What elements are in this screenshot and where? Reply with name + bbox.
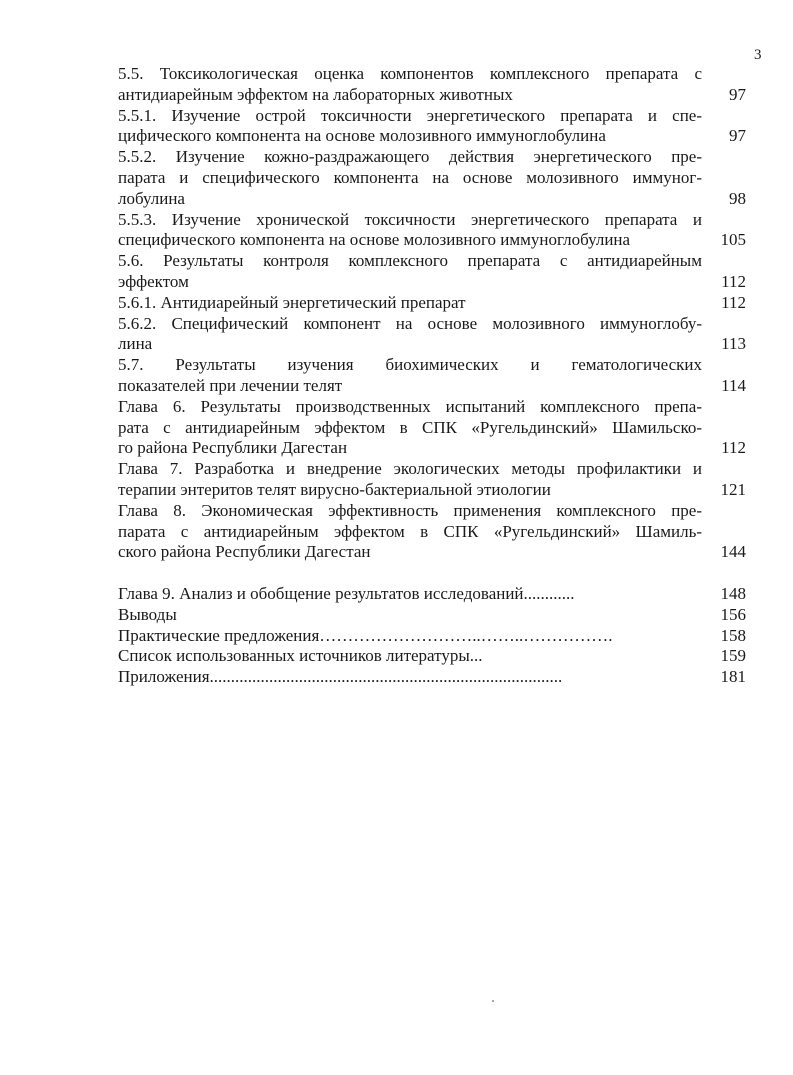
- toc-entry-page: 121: [720, 479, 746, 499]
- toc-entry: [118, 293, 746, 314]
- toc-entry-line: лобулина: [118, 188, 185, 208]
- toc-final-section: [118, 584, 746, 688]
- toc-entry-title: Список использованных источников литературы...: [118, 646, 483, 666]
- toc-entry: [118, 314, 746, 356]
- toc-entry-line: парата и специфического компонента на основе молозивного иммуног-: [118, 167, 702, 187]
- toc-entry-page: 97: [729, 126, 746, 146]
- toc-entry-title: [118, 314, 716, 356]
- toc-entry-line: лина: [118, 334, 153, 354]
- toc-entry-page: 112: [721, 271, 746, 291]
- toc-entry: [118, 64, 746, 106]
- toc-entry-page: 159: [720, 646, 746, 666]
- toc-entry-page: 158: [720, 625, 746, 645]
- toc-entry-page: 144: [720, 542, 746, 562]
- toc-entry-line: рата с антидиарейным эффектом в СПК «Ругельдинский» Шамильско-: [118, 417, 702, 437]
- toc-entry-title: [118, 293, 716, 314]
- toc-entry-page: 156: [720, 604, 746, 624]
- toc-entry-page: 113: [721, 334, 746, 354]
- scan-speck: [492, 1000, 494, 1002]
- toc-entry: [118, 147, 746, 209]
- toc-entry: [118, 397, 746, 459]
- toc-entry-title: [118, 501, 716, 563]
- toc-final-entry: [118, 584, 746, 605]
- toc-entry: [118, 459, 746, 501]
- toc-entry-line: ского района Республики Дагестан: [118, 542, 371, 562]
- toc-entry-title: [118, 106, 716, 148]
- toc-entry-line: Глава 6. Результаты производственных испытаний комплексного препа-: [118, 396, 702, 416]
- toc-entry-line: 5.5.2. Изучение кожно-раздражающего действия энергетического пре-: [118, 147, 702, 167]
- toc-entry-line: Глава 8. Экономическая эффективность применения комплексного пре-: [118, 500, 702, 520]
- toc-entry-title: [118, 397, 716, 459]
- toc-entry: [118, 210, 746, 252]
- toc-entry-line: 5.7. Результаты изучения биохимических и гематологических: [118, 355, 702, 375]
- toc-entry-line: 5.5. Токсикологическая оценка компонентов комплексного препарата с: [118, 64, 702, 83]
- toc-entry-title: [118, 64, 716, 106]
- section-gap: [118, 563, 746, 584]
- toc-final-entry: [118, 626, 746, 647]
- toc-entry-title: Практические предложения………………………..……..…………….: [118, 625, 613, 645]
- toc-entry-title: Приложения...................................................................................: [118, 667, 563, 687]
- toc-entry-title: [118, 355, 716, 397]
- toc-entry-line: показателей при лечении телят: [118, 375, 343, 395]
- toc-entry-line: 5.5.1. Изучение острой токсичности энергетического препарата и спе-: [118, 105, 702, 125]
- toc-entry: [118, 355, 746, 397]
- toc-entry-page: 181: [720, 667, 746, 687]
- toc-entry-line: антидиарейным эффектом на лабораторных животных: [118, 84, 513, 104]
- toc-entry: [118, 251, 746, 293]
- toc-entry-line: Глава 7. Разработка и внедрение экологических методы профилактики и: [118, 459, 702, 479]
- table-of-contents: [118, 64, 746, 688]
- toc-entry-page: 112: [721, 292, 746, 312]
- toc-entry-page: 112: [721, 438, 746, 458]
- toc-entry-page: 148: [720, 583, 746, 603]
- toc-entry-page: 105: [720, 230, 746, 250]
- toc-entry-line: парата с антидиарейным эффектом в СПК «Ругельдинский» Шамиль-: [118, 521, 702, 541]
- toc-entry-title: [118, 459, 716, 501]
- toc-entry-page: 97: [729, 84, 746, 104]
- toc-entry-line: 5.6.2. Специфический компонент на основе молозивного иммуноглобу-: [118, 313, 702, 333]
- toc-entry-page: 98: [729, 188, 746, 208]
- toc-entry-line: эффектом: [118, 271, 189, 291]
- toc-final-entry: [118, 667, 746, 688]
- toc-entry-line: специфического компонента на основе молозивного иммуноглобулина: [118, 230, 631, 250]
- toc-entry-page: 114: [721, 375, 746, 395]
- toc-final-entry: [118, 646, 746, 667]
- toc-entry-line: 5.6.1. Антидиарейный энергетический препарат: [118, 292, 466, 312]
- toc-main-section: [118, 64, 746, 563]
- toc-entry-line: го района Республики Дагестан: [118, 438, 348, 458]
- toc-entry-line: терапии энтеритов телят вирусно-бактериальной этиологии: [118, 479, 551, 499]
- toc-entry-title: [118, 147, 716, 209]
- toc-entry-title: [118, 210, 716, 252]
- toc-entry: [118, 106, 746, 148]
- toc-entry-title: [118, 251, 716, 293]
- toc-final-entry: [118, 605, 746, 626]
- toc-entry-line: цифического компонента на основе молозивного иммуноглобулина: [118, 126, 606, 146]
- page-number: 3: [754, 47, 762, 63]
- toc-entry-title: Выводы: [118, 604, 177, 624]
- toc-entry-line: 5.5.3. Изучение хронической токсичности энергетического препарата и: [118, 209, 702, 229]
- toc-entry-title: Глава 9. Анализ и обобщение результатов исследований............: [118, 583, 575, 603]
- toc-entry: [118, 501, 746, 563]
- toc-entry-line: 5.6. Результаты контроля комплексного препарата с антидиарейным: [118, 251, 702, 271]
